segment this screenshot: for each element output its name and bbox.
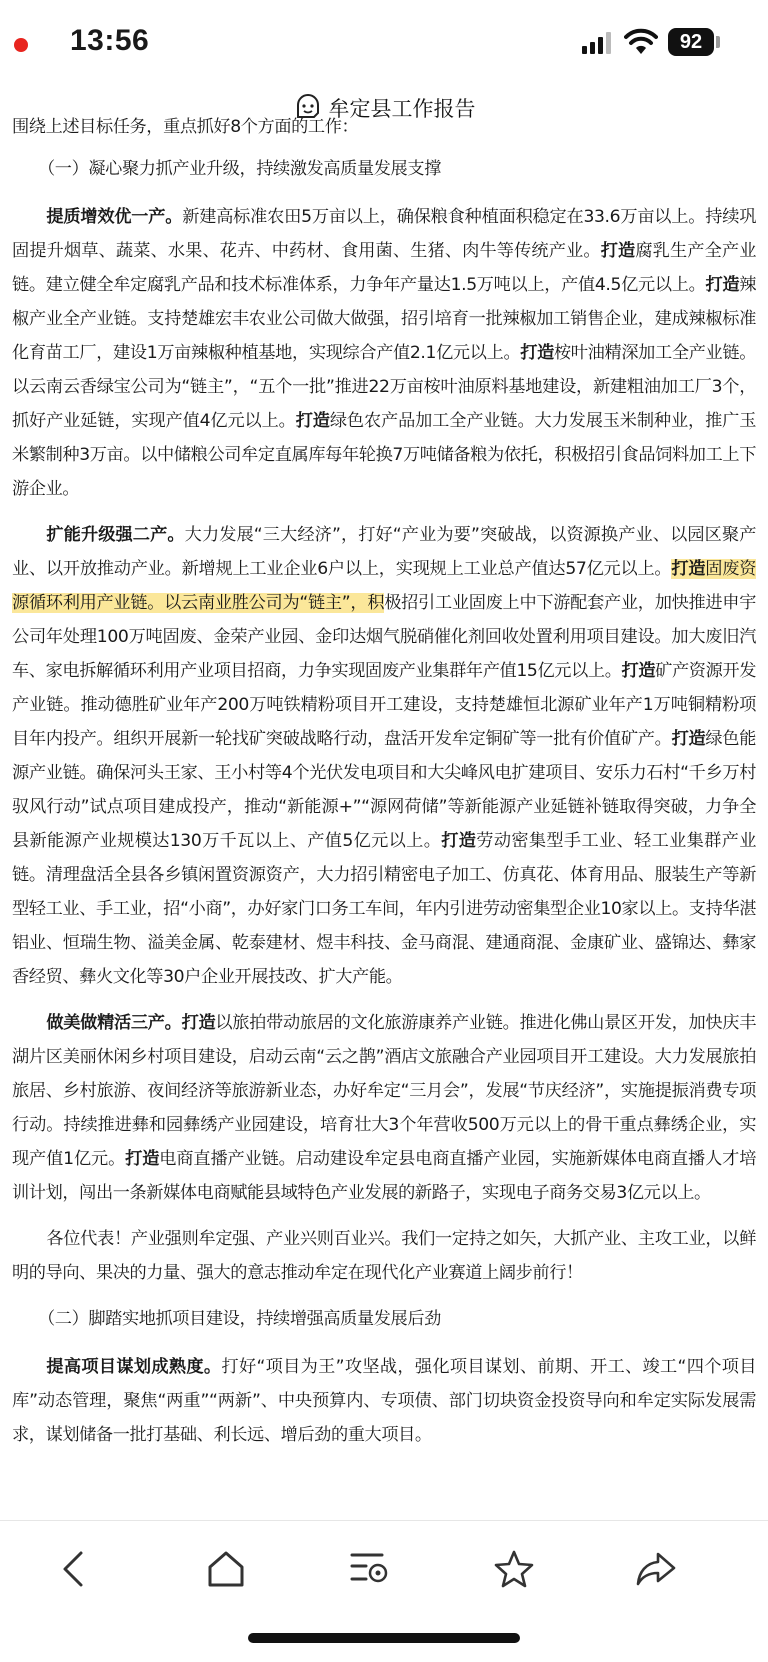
bold-run: 打造 [441, 831, 477, 851]
bold-run: 打造 [705, 275, 740, 295]
paragraph-project-planning [12, 1350, 756, 1452]
wifi-icon [624, 28, 658, 56]
reader-mode-button[interactable] [340, 1539, 400, 1599]
paragraph-tertiary-industry [12, 1006, 756, 1210]
text-run: 打好“项目为王”攻坚战，强化项目谋划、前期、开工、竣工“四个项目库”动态管理，聚焦“两重”“两新”、中央预算内、专项债、部门切块资金投资导向和牟定实际发展需求，谋划储备一批打基础、利长远、增后劲的重大项目。 [12, 1357, 756, 1445]
bold-run: 做美做精活三产。 [46, 1013, 182, 1033]
text-run: 桉叶油精深加工全产业链。以云南云香绿宝公司为“链主”，“五个一批”推进22万亩桉叶油原料基地建设，新建粗油加工厂3个，抓好产业延链，实现产值4亿元以上。 [12, 343, 756, 431]
bold-run: 打造 [181, 1013, 216, 1033]
paragraph-primary-industry [12, 200, 756, 506]
paragraph-representatives: 各位代表！产业强则牟定强、产业兴则百业兴。我们一定持之如矢，大抓产业、主攻工业，以鲜明的导向、果决的力量、强大的意志推动牟定在现代化产业赛道上阔步前行！ [12, 1229, 756, 1283]
bold-run: 打造 [671, 559, 706, 579]
bold-run: 打造 [621, 661, 656, 681]
text-run: 大力发展“三大经济”，打好“产业为要”突破战，以资源换产业、以园区聚产业、以开放推动产业。新增规上工业企业6户以上，实现规上工业总产值达57亿元以上。 [12, 525, 756, 579]
cellular-signal-icon [582, 32, 612, 54]
text-run: 新建高标准农田5万亩以上，确保粮食种植面积稳定在33.6万亩以上。持续巩固提升烟草、蔬菜、水果、花卉、中药材、食用菌、生猪、肉牛等传统产业。 [12, 207, 756, 261]
home-icon [205, 1548, 247, 1590]
text-run: 绿色农产品加工全产业链。大力发展玉米制种业，推广玉米繁制种3万亩。以中储粮公司牟定直属库每年轮换7万吨储备粮为依托，积极招引食品饲料加工上下游企业。 [12, 411, 756, 499]
section-heading-1: （一）凝心聚力抓产业升级，持续激发高质量发展支撑 [38, 159, 441, 179]
text-run: 以旅拍带动旅居的文化旅游康养产业链。推进化佛山景区开发，加快庆丰湖片区美丽休闲乡村项目建设，启动云南“云之鹊”酒店文旅融合产业园项目开工建设。大力发展旅拍旅居、乡村旅游、夜间经济等旅游新业态，办好牟定“三月会”，发展“节庆经济”，实施提振消费专项行动。持续推进彝和园彝绣产业园建设，培育壮大3个年营收500万元以上的骨干重点彝绣企业，实现产值1亿元。 [12, 1013, 756, 1169]
chevron-left-icon [57, 1549, 91, 1589]
bold-run: 打造 [671, 729, 706, 749]
read-mode-icon [348, 1548, 392, 1590]
bold-run: 打造 [295, 411, 330, 431]
section-heading-2: （二）脚踏实地抓项目建设，持续增强高质量发展后劲 [38, 1309, 441, 1329]
bottom-toolbar [0, 1520, 768, 1621]
text-run: 矿产资源开发产业链。推动德胜矿业年产200万吨铁精粉项目开工建设，支持楚雄恒北源矿业年产1万吨铜精粉项目年内投产。组织开展新一轮找矿突破战略行动，盘活开发牟定铜矿等一批有价值矿产。 [12, 661, 756, 749]
text-run: 腐乳生产全产业链。建立健全牟定腐乳产品和技术标准体系，力争年产量达1.5万吨以上，产值4.5亿元以上。 [12, 241, 756, 295]
recording-indicator [14, 38, 28, 52]
status-time: 13:56 [70, 24, 150, 57]
text-run: 极招引工业固废上中下游配套产业，加快推进申宇公司年处理100万吨固废、金荣产业园、金印达烟气脱硝催化剂回收处置利用项目建设。加大废旧汽车、家电拆解循环利用产业项目招商，力争实现固废产业集群年产值15亿元以上。 [12, 593, 756, 681]
text-run: 固废资源循环利用产业链。以云南业胜公司为“链主”，积 [12, 559, 756, 613]
document-title: 牟定县工作报告 [328, 97, 476, 121]
text-run: 劳动密集型手工业、轻工业集群产业链。清理盘活全县各乡镇闲置资源资产，大力招引精密电子加工、仿真花、体育用品、服装生产等新型轻工业、手工业，招“小商”，办好家门口务工车间，年内引进劳动密集型企业10家以上。支持华湛铝业、恒瑞生物、溢美金属、乾泰建材、煜丰科技、金马商混、建通商混、金康矿业、盛锦达、彝家香经贸、彝火文化等30户企业开展技改、扩大产能。 [12, 831, 756, 987]
home-button[interactable] [196, 1539, 256, 1599]
bold-run: 打造 [125, 1149, 160, 1169]
truncated-line: 围绕上述目标任务，重点抓好8个方面的工作： [12, 117, 359, 137]
battery-indicator: 92 [668, 28, 714, 56]
star-icon [492, 1548, 536, 1590]
share-button[interactable] [626, 1539, 686, 1599]
bold-run: 打造 [520, 343, 554, 363]
paragraph-secondary-industry [12, 518, 756, 994]
favorite-button[interactable] [484, 1539, 544, 1599]
home-indicator[interactable] [248, 1633, 520, 1643]
status-bar [0, 0, 768, 88]
text-run: 辣椒产业全产业链。支持楚雄宏丰农业公司做大做强，招引培育一批辣椒加工销售企业，建成辣椒标准化育苗工厂，建设1万亩辣椒种植基地，实现综合产值2.1亿元以上。 [12, 275, 756, 363]
back-button[interactable] [44, 1539, 104, 1599]
share-icon [634, 1548, 678, 1590]
text-run: 绿色能源产业链。确保河头王家、王小村等4个光伏发电项目和大尖峰风电扩建项目、安乐力石村“千乡万村驭风行动”试点项目建成投产，推动“新能源+”“源网荷储”等新能源产业延链补链取得突破，力争全县新能源产业规模达130万千瓦以上、产值5亿元以上。 [12, 729, 756, 851]
bold-run: 提质增效优一产。 [46, 207, 183, 227]
bold-run: 扩能升级强二产。 [46, 525, 185, 545]
document-body[interactable] [12, 112, 756, 1520]
bold-run: 打造 [600, 241, 636, 261]
battery-cap [716, 36, 720, 48]
text-run: 电商直播产业链。启动建设牟定县电商直播产业园，实施新媒体电商直播人才培训计划，闯出一条新媒体电商赋能县域特色产业发展的新路子，实现电子商务交易3亿元以上。 [12, 1149, 756, 1203]
bold-run: 提高项目谋划成熟度。 [46, 1357, 222, 1377]
